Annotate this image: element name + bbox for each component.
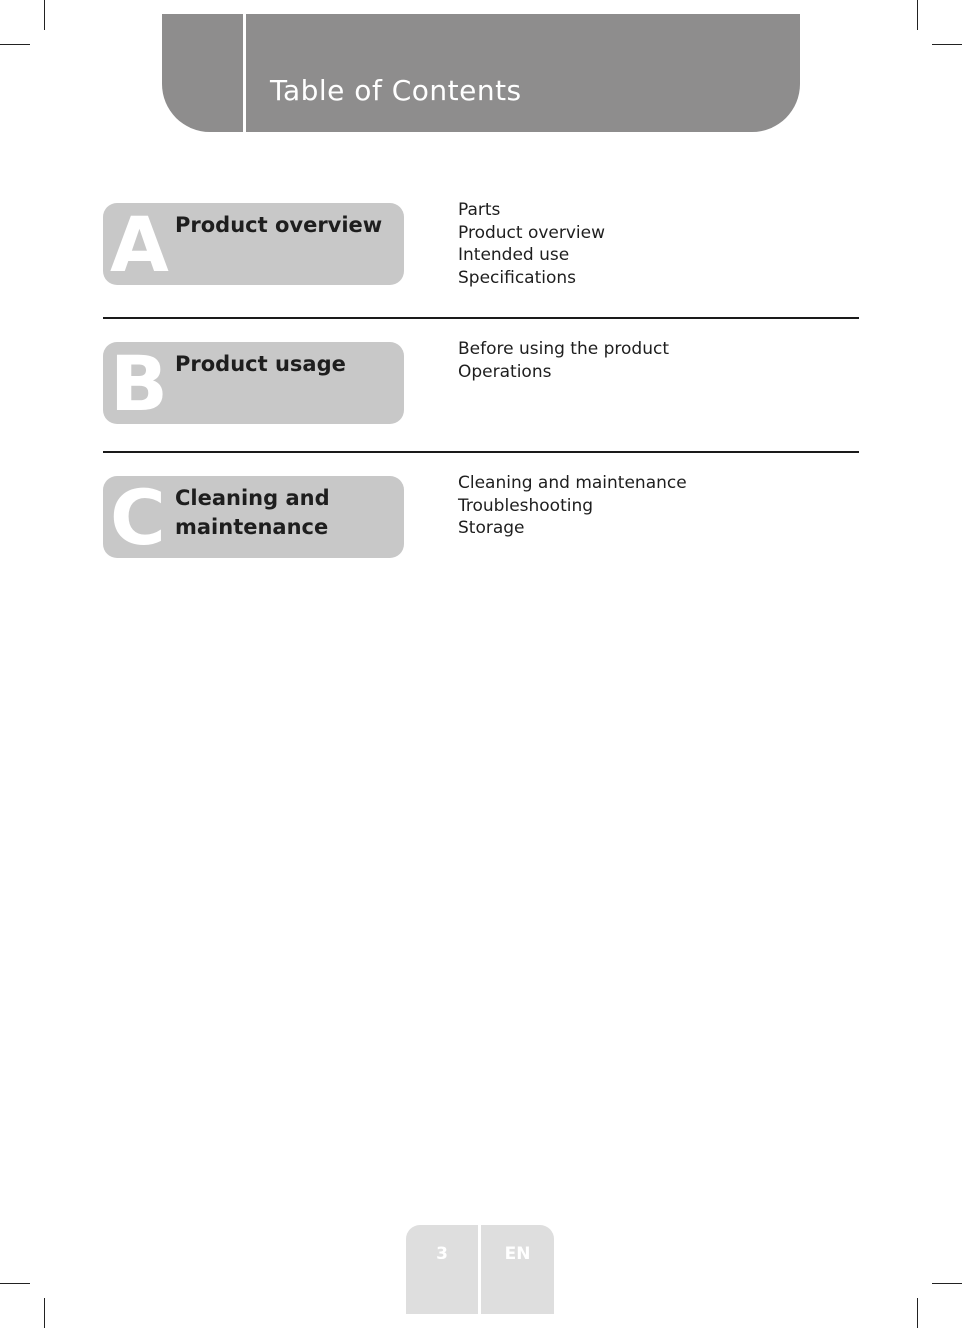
section-divider [103, 451, 859, 453]
section-a-title: Product overview [175, 213, 383, 237]
section-c-box[interactable] [103, 476, 404, 558]
toc-entry[interactable]: Cleaning and maintenance [458, 473, 687, 493]
section-a-letter: A [110, 203, 169, 285]
section-b-title: Product usage [175, 352, 346, 376]
section-b-box[interactable] [103, 342, 404, 424]
toc-entry[interactable]: Parts [458, 200, 501, 220]
section-c-title: Cleaning and maintenance [175, 486, 330, 539]
section-c-topics [458, 472, 687, 540]
crop-mark [44, 0, 45, 30]
crop-mark [0, 1283, 30, 1284]
page-number: 3 [406, 1225, 478, 1314]
crop-mark [0, 44, 30, 45]
page-header [162, 14, 800, 132]
toc-entry[interactable]: Storage [458, 518, 525, 539]
toc-entry[interactable]: Specifications [458, 268, 577, 289]
crop-mark [917, 1298, 918, 1328]
page-title: Table of Contents [270, 74, 522, 107]
section-a-topics [458, 199, 605, 290]
language-code: EN [481, 1225, 554, 1314]
section-a-box[interactable] [103, 203, 404, 285]
section-b-topics [458, 338, 669, 383]
section-divider [103, 317, 859, 319]
crop-mark [932, 1283, 962, 1284]
section-c-letter: C [110, 476, 166, 558]
section-b-letter: B [110, 342, 168, 424]
crop-mark [44, 1298, 45, 1328]
toc-entry[interactable]: Operations [458, 361, 552, 382]
header-divider [243, 14, 246, 132]
toc-entry[interactable]: Product overview [458, 222, 606, 243]
toc-entry[interactable]: Intended use [458, 245, 570, 266]
crop-mark [932, 44, 962, 45]
crop-mark [917, 0, 918, 30]
toc-entry[interactable]: Troubleshooting [458, 495, 594, 516]
toc-entry[interactable]: Before using the product [458, 339, 669, 359]
